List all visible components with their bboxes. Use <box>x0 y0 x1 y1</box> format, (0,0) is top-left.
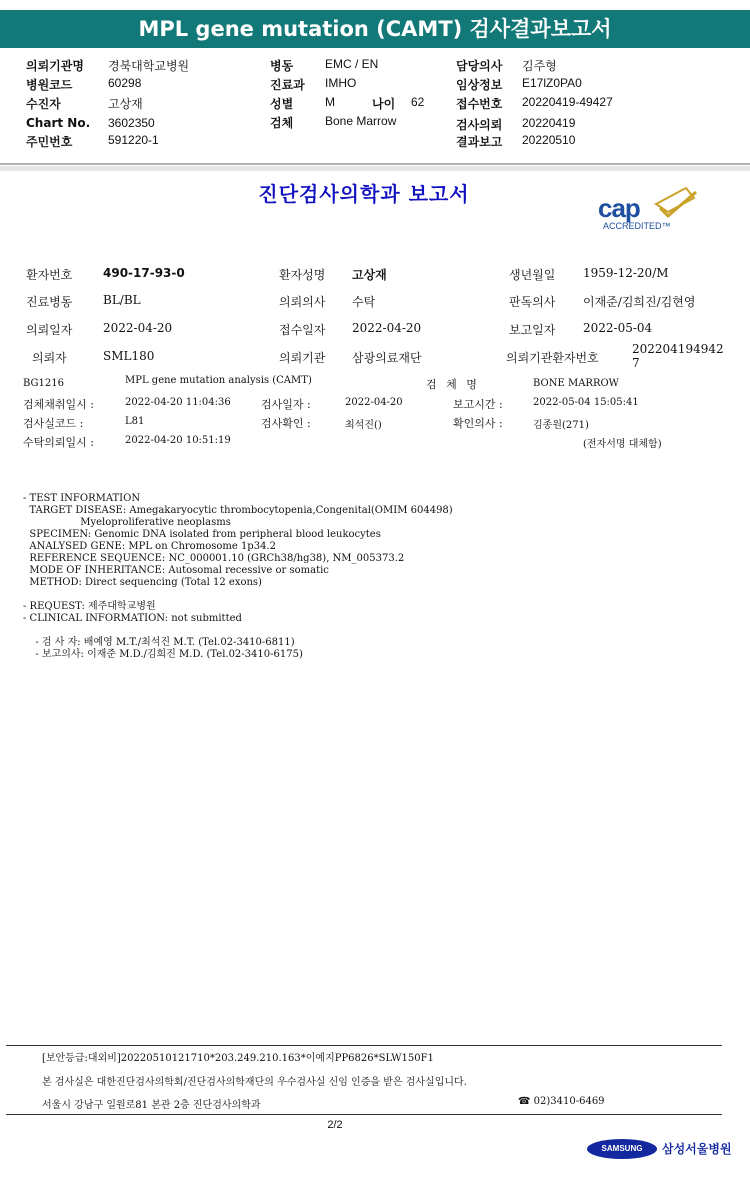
request-date-value: 2022-04-20 <box>103 321 173 335</box>
cap-logo-text: cap <box>598 193 640 223</box>
lab-code-label: 검사실코드 : <box>23 417 84 430</box>
examinee-label: 수진자 <box>26 97 61 111</box>
ward-label: 병동 <box>270 59 294 73</box>
requesting-institution-label-2: 의뢰기관 <box>279 351 326 365</box>
test-name: MPL gene mutation analysis (CAMT) <box>125 375 312 386</box>
institution-patient-no-value: 202204194942 <box>632 342 724 356</box>
requesting-doctor-label: 의뢰의사 <box>279 295 326 309</box>
department-value: IMHO <box>325 76 357 90</box>
patient-name-label: 환자성명 <box>279 268 326 282</box>
result-report-label: 결과보고 <box>456 135 503 149</box>
header-shadow <box>0 166 750 171</box>
request-line: - REQUEST: 제주대학교병원 <box>23 601 156 612</box>
collection-time-value: 2022-04-20 11:04:36 <box>125 397 231 408</box>
hospital-code-value: 60298 <box>108 76 142 90</box>
institution-patient-no-value-cont: 7 <box>632 356 640 370</box>
test-code: BG1216 <box>23 378 64 389</box>
department-label: 진료과 <box>270 78 305 92</box>
receipt-date-value: 2022-04-20 <box>352 321 422 335</box>
patient-name-value: 고상재 <box>352 268 387 282</box>
info-line: REFERENCE SEQUENCE: NC_000001.10 (GRCh38/hg38), NM_005373.2 <box>23 553 405 564</box>
receipt-date-label: 접수일자 <box>279 323 326 337</box>
collection-time-label: 검체채취일시 : <box>23 398 94 411</box>
info-line: METHOD: Direct sequencing (Total 12 exons) <box>23 577 262 588</box>
page-number: 2/2 <box>327 1119 343 1131</box>
test-request-label: 검사의뢰 <box>456 118 503 132</box>
report-title: 진단검사의학과 보고서 <box>258 182 470 206</box>
chart-no-value: 3602350 <box>108 116 155 130</box>
ward-label-2: 진료병동 <box>26 295 73 309</box>
electronic-signature-note: (전자서명 대체함) <box>583 439 662 450</box>
requesting-doctor-value: 수탁 <box>352 295 376 309</box>
info-line: ANALYSED GENE: MPL on Chromosome 1p34.2 <box>23 541 276 552</box>
clinical-info-label: 임상정보 <box>456 78 503 92</box>
request-date-label: 의뢰일자 <box>26 323 73 337</box>
footer-bottom-line <box>6 1114 722 1115</box>
address-line: 서울시 강남구 일원로81 본관 2층 진단검사의학과 <box>42 1100 261 1111</box>
test-request-value: 20220419 <box>522 116 576 130</box>
receipt-no-label: 접수번호 <box>456 97 503 111</box>
test-date-label: 검사일자 : <box>261 398 311 411</box>
report-time-label: 보고시간 : <box>453 398 503 411</box>
info-line: SPECIMEN: Genomic DNA isolated from peripheral blood leukocytes <box>23 529 381 540</box>
reading-doctor-value: 이재준/김희진/김현영 <box>583 295 696 309</box>
sex-value: M <box>325 95 335 109</box>
resident-no-label: 주민번호 <box>26 135 73 149</box>
result-report-value: 20220510 <box>522 133 576 147</box>
age-label: 나이 <box>372 97 396 111</box>
test-confirm-label: 검사확인 : <box>261 417 311 430</box>
resident-no-value: 591220-1 <box>108 133 159 147</box>
clinical-info-value: E17lZ0PA0 <box>522 76 582 90</box>
specimen-label: 검체 <box>270 116 294 130</box>
report-date-value: 2022-05-04 <box>583 321 653 335</box>
test-confirm-value: 최석진() <box>345 420 382 431</box>
ward-value: EMC / EN <box>325 57 379 71</box>
report-time-value: 2022-05-04 15:05:41 <box>533 397 639 408</box>
age-value: 62 <box>411 95 425 109</box>
confirm-doctor-value: 김종원(271) <box>533 420 589 431</box>
info-line: MODE OF INHERITANCE: Autosomal recessive or somatic <box>23 565 329 576</box>
requesting-institution-label: 의뢰기관명 <box>26 59 84 73</box>
samsung-logo: SAMSUNG <box>587 1139 657 1159</box>
institution-patient-no-label: 의뢰기관환자번호 <box>506 351 599 365</box>
specimen-name-label: 검 체 명 <box>426 378 480 391</box>
reading-doctor-label: 판독의사 <box>509 295 556 309</box>
dob-label: 생년월일 <box>509 268 556 282</box>
lab-code-value: L81 <box>125 416 145 427</box>
requesting-institution-value: 경북대학교병원 <box>108 59 190 73</box>
receipt-no-value: 20220419-49427 <box>522 95 613 109</box>
examinee-value: 고상재 <box>108 97 143 111</box>
attending-doctor-label: 담당의사 <box>456 59 503 73</box>
hospital-code-label: 병원코드 <box>26 78 73 92</box>
patient-id-value: 490-17-93-0 <box>103 266 185 280</box>
staff-line: - 보고의사: 이재준 M.D./김희진 M.D. (Tel.02-3410-6175) <box>29 649 303 660</box>
info-line: - TEST INFORMATION <box>23 493 141 504</box>
staff-line: - 검 사 자: 배예영 M.T./최석진 M.T. (Tel.02-3410-6811) <box>29 637 295 648</box>
request-line: - CLINICAL INFORMATION: not submitted <box>23 613 242 624</box>
info-line: TARGET DISEASE: Amegakaryocytic thrombocytopenia,Congenital(OMIM 604498) <box>23 505 453 516</box>
phone-line: ☎ 02)3410-6469 <box>518 1096 605 1107</box>
attending-doctor-value: 김주형 <box>522 59 557 73</box>
security-line: [보안등급:대외비]20220510121710*203.249.210.163*이예지PP6826*SLW150F1 <box>42 1053 434 1064</box>
certification-line: 본 검사실은 대한진단검사의학회/진단검사의학재단의 우수검사실 신임 인증을 받은 검사실입니다. <box>42 1077 467 1088</box>
report-header-title: MPL gene mutation (CAMT) 검사결과보고서 <box>0 10 750 48</box>
cap-accredited-text: ACCREDITED™ <box>603 221 671 231</box>
ward-value-2: BL/BL <box>103 293 141 307</box>
sex-label: 성별 <box>270 97 294 111</box>
requester-value: SML180 <box>103 349 155 363</box>
requester-label: 의뢰자 <box>32 351 67 365</box>
report-date-label: 보고일자 <box>509 323 556 337</box>
contract-request-label: 수탁의뢰일시 : <box>23 436 94 449</box>
requesting-institution-value-2: 삼광의료재단 <box>352 351 422 365</box>
specimen-name-value: BONE MARROW <box>533 378 619 389</box>
dob-value: 1959-12-20/M <box>583 266 669 280</box>
chart-no-label: Chart No. <box>26 116 91 130</box>
info-line: Myeloproliferative neoplasms <box>23 517 231 528</box>
test-date-value: 2022-04-20 <box>345 397 403 408</box>
patient-id-label: 환자번호 <box>26 268 73 282</box>
footer-top-line <box>6 1045 722 1046</box>
hospital-name: 삼성서울병원 <box>662 1142 732 1156</box>
contract-request-value: 2022-04-20 10:51:19 <box>125 435 231 446</box>
header-divider <box>0 163 750 165</box>
specimen-value: Bone Marrow <box>325 114 397 128</box>
confirm-doctor-label: 확인의사 : <box>453 417 503 430</box>
